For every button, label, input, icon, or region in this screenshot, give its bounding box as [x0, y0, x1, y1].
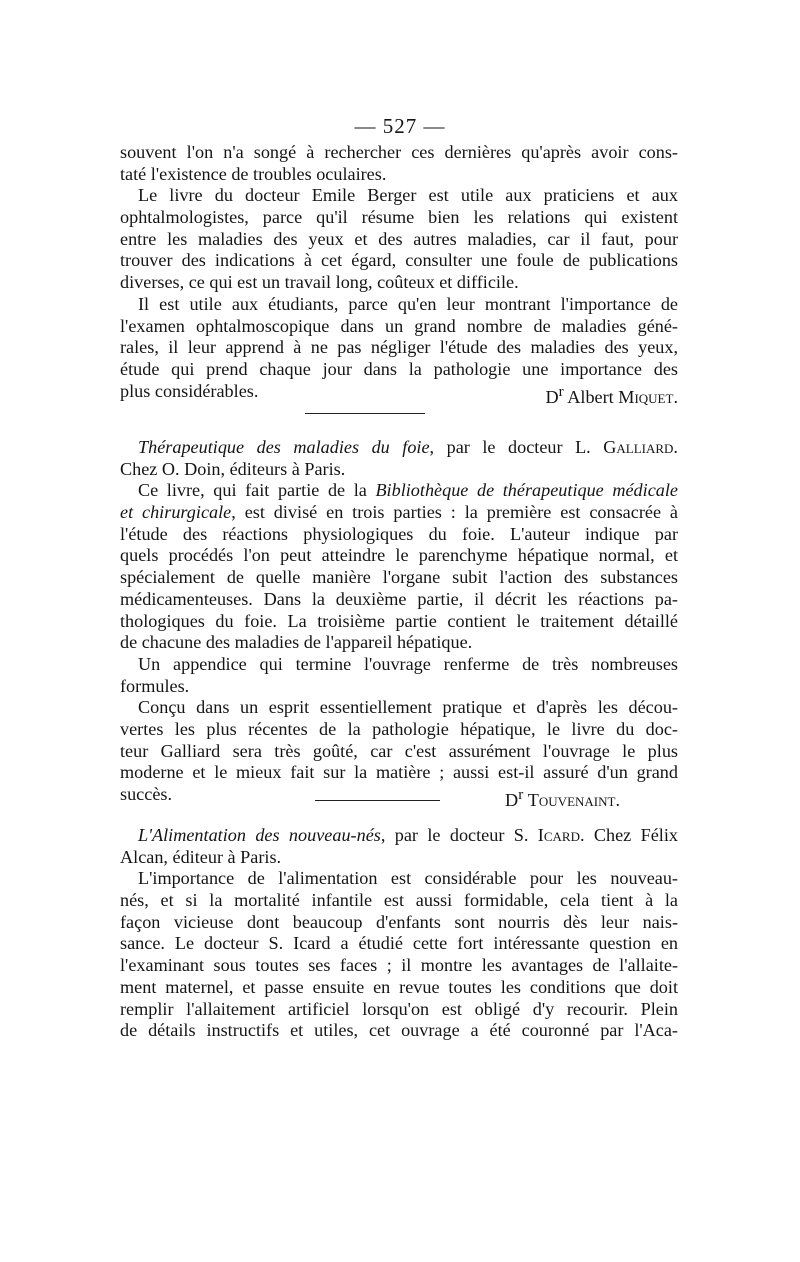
text-line: de détails instructifs et utiles, cet ouvrage a été couronné par l'Aca-	[120, 1020, 678, 1041]
text-line: remplir l'allaitement artificiel lorsqu'on est obligé d'y recourir. Plein	[120, 998, 678, 1019]
text-line: Il est utile aux étudiants, parce qu'en leur montrant l'importance de	[138, 293, 678, 314]
publisher-line: Chez O. Doin, éditeurs à Paris.	[120, 458, 346, 479]
text-line: ophtalmologistes, parce qu'il résume bien les relations qui existent	[120, 207, 678, 228]
closing-text: succès.	[120, 784, 173, 804]
review-title-line: L'Alimentation des nouveau-nés, par le docteur S. Icard. Chez Félix	[138, 825, 679, 845]
text-line: Ce livre, qui fait partie de la Bibliothèque de thérapeutique médicale	[138, 480, 678, 501]
review-icard	[120, 825, 678, 1042]
text-line: l'examinant sous toutes ses faces ; il montre les avantages de l'allaite-	[120, 955, 678, 976]
text-line: nés, et si la mortalité infantile est aussi formidable, cela tient à la	[120, 890, 678, 911]
closing-line	[120, 784, 678, 811]
text-line: teur Galliard sera très goûté, car c'est assurément l'ouvrage le plus	[120, 740, 678, 761]
text-line: Conçu dans un esprit essentiellement pratique et d'après les décou-	[138, 697, 678, 718]
book-author: Galliard.	[603, 437, 678, 457]
text-line: quels procédés l'on peut atteindre le parenchyme hépatique normal, et	[120, 545, 678, 566]
section-divider	[305, 413, 425, 414]
series-name: Bibliothèque de thérapeutique médicale	[375, 480, 678, 501]
text-line: rales, il leur apprend à ne pas négliger l'étude des maladies des yeux,	[120, 337, 678, 358]
text-line: trouver des indications à cet égard, consulter une foule de publications	[120, 250, 678, 271]
review-title-line: Thérapeutique des maladies du foie, par le docteur L. Galliard.	[138, 437, 678, 457]
text-line: l'examen ophtalmoscopique dans un grand nombre de maladies géné-	[120, 315, 678, 336]
closing-line	[120, 380, 678, 407]
text-line: ment maternel, et passe ensuite en revue toutes les conditions que doit	[120, 976, 678, 997]
text-line: façon vicieuse dont beaucoup d'enfants sont nourris dès leur nais-	[120, 911, 678, 932]
page-number: — 527 —	[354, 114, 446, 138]
text-line: vertes les plus récentes de la pathologie hépatique, le livre du doc-	[120, 718, 678, 739]
text-line: Un appendice qui termine l'ouvrage renferme de très nombreuses	[138, 653, 678, 674]
text-line: l'étude des réactions physiologiques du foie. L'auteur indique par	[120, 523, 678, 544]
text-line: diverses, ce qui est un travail long, coûteux et difficile.	[120, 272, 519, 293]
text-line: étude qui prend chaque jour dans la pathologie une importance des	[120, 358, 678, 379]
text-line: entre les maladies des yeux et des autres maladies, car il faut, pour	[120, 228, 678, 249]
text-line: L'importance de l'alimentation est considérable pour les nouveau-	[138, 868, 678, 889]
text-line: taté l'existence de troubles oculaires.	[120, 163, 387, 184]
book-title: L'Alimentation des nouveau-nés	[138, 825, 381, 845]
reviewer-signature: $D^r$ Touvenaint.	[505, 786, 620, 811]
closing-text: plus considérables.	[120, 380, 259, 401]
text-line: de chacune des maladies de l'appareil hépatique.	[120, 632, 473, 653]
book-author: Icard.	[537, 825, 585, 845]
text-line: Le livre du docteur Emile Berger est utile aux praticiens et aux	[138, 185, 678, 206]
text-line: et chirurgicale, est divisé en trois parties : la première est consacrée à	[120, 502, 678, 523]
book-title: Thérapeutique des maladies du foie	[138, 437, 430, 457]
review-galliard	[120, 437, 678, 811]
text-line: spécialement de quelle manière l'organe subit l'action des substances	[120, 567, 678, 588]
review-berger	[120, 142, 678, 407]
text-line: moderne et le mieux fait sur la matière ; aussi est-il assuré d'un grand	[120, 762, 678, 783]
text-line: formules.	[120, 675, 190, 696]
reviewer-signature: $D^r$ Albert Miquet.	[545, 382, 678, 407]
text-line: souvent l'on n'a songé à rechercher ces dernières qu'après avoir cons-	[120, 142, 678, 162]
text-line: thologiques du foie. La troisième partie contient le traitement détaillé	[120, 610, 678, 631]
section-divider	[315, 800, 440, 801]
text-line: médicamenteuses. Dans la deuxième partie, il décrit les réactions pa-	[120, 588, 678, 609]
publisher-line: Alcan, éditeur à Paris.	[120, 846, 282, 867]
text-line: sance. Le docteur S. Icard a étudié cette fort intéressante question en	[120, 933, 678, 954]
